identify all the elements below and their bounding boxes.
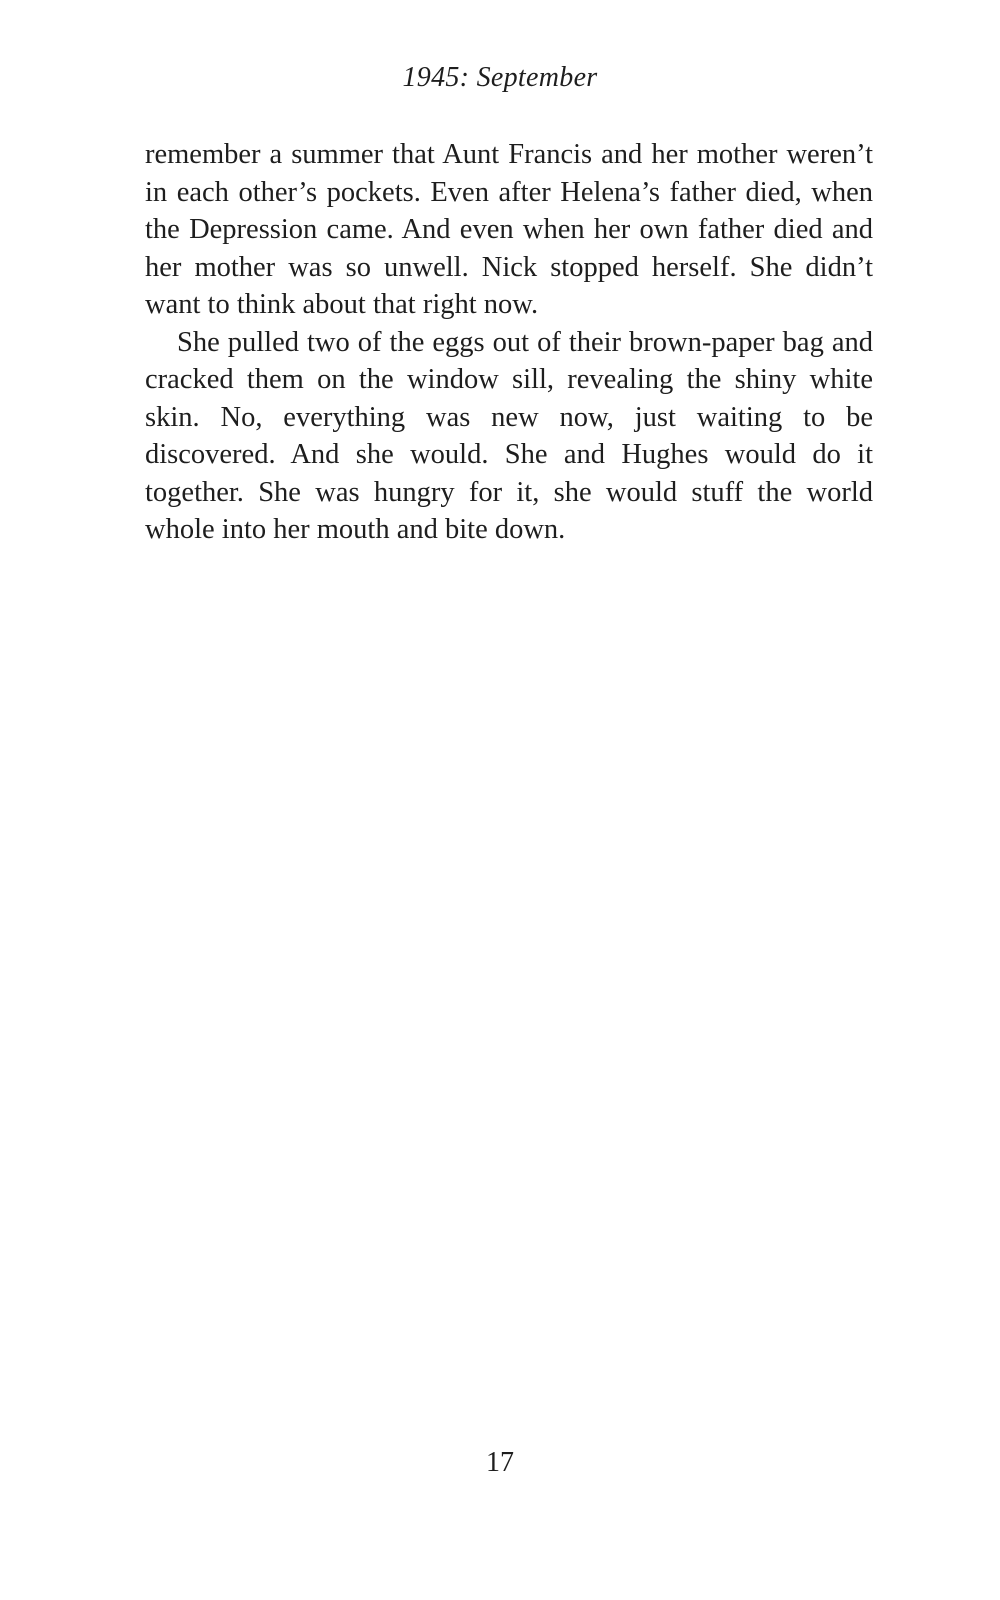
running-head: 1945: September	[402, 62, 598, 93]
paragraph-1: remember a summer that Aunt Francis and her mother weren’t in each other’s pockets. Even after Helena’s father died, when the Depression came. And even when her own father died and her mother was so unwell. Nick stopped herself. She didn’t want to think about that right now.	[145, 139, 873, 320]
paragraph-2: She pulled two of the eggs out of their brown-paper bag and cracked them on the window sill, revealing the shiny white skin. No, everything was new now, just waiting to be discovered. And she would. She and Hughes would do it together. She was hungry for it, she would stuff the world whole into her mouth and bite down.	[145, 326, 873, 545]
body-text	[145, 136, 873, 549]
page-number: 17	[486, 1447, 514, 1478]
